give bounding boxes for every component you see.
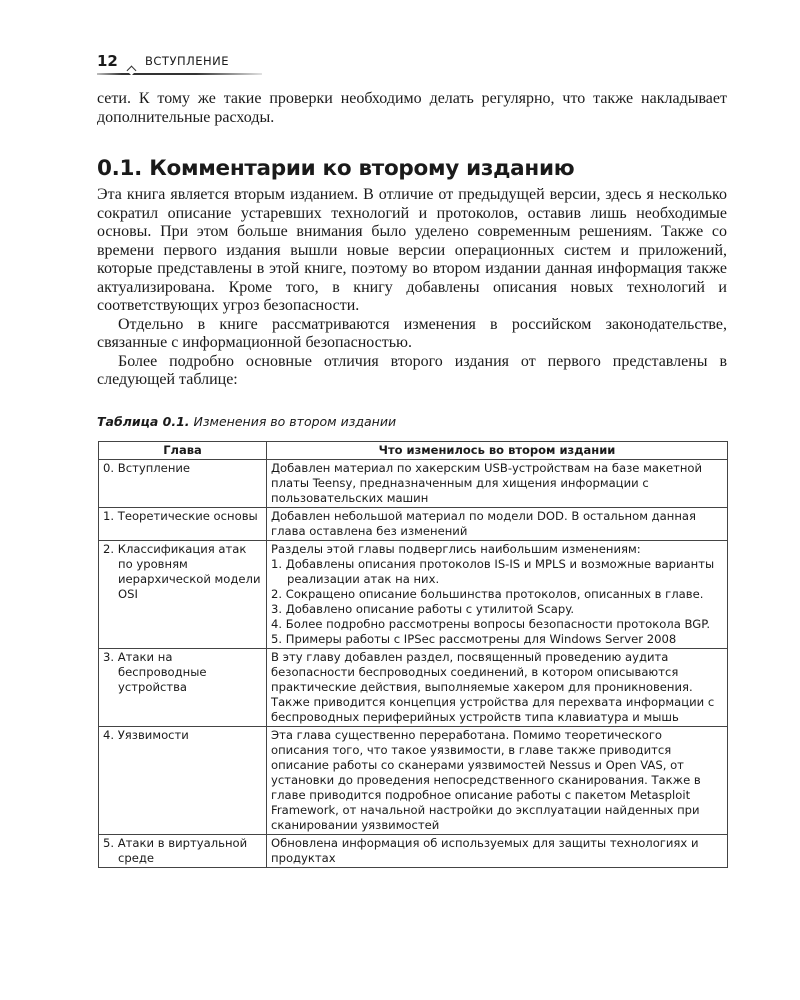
- paragraph: Более подробно основные отличия второго издания от первого представлены в следующей таблице:: [97, 352, 727, 388]
- change-list-item: 5. Примеры работы с IPSec рассмотрены для Windows Server 2008: [271, 632, 677, 646]
- column-header-changes: Что изменилось во втором издании: [267, 442, 728, 460]
- page-number: 12: [97, 52, 118, 70]
- running-head: [97, 52, 267, 78]
- table-row: [99, 835, 728, 868]
- change-cell: Обновлена информация об используемых для защиты технологиях и продуктах: [267, 835, 728, 868]
- table-caption-text: Изменения во втором издании: [189, 414, 397, 429]
- chapter-cell: 4. Уязвимости: [103, 728, 189, 742]
- change-list-item: 3. Добавлено описание работы с утилитой Scapy.: [271, 602, 575, 616]
- change-list-item: 4. Более подробно рассмотрены вопросы безопасности протокола BGP.: [271, 617, 711, 631]
- change-list-item: 1. Добавлены описания протоколов IS-IS и MPLS и возможные варианты реализации атак на них.: [271, 557, 715, 586]
- change-cell: [267, 541, 728, 649]
- table-row: [99, 727, 728, 835]
- change-intro: Разделы этой главы подверглись наибольшим изменениям:: [271, 542, 641, 556]
- chapter-cell: 1. Теоретические основы: [103, 509, 258, 523]
- change-cell: Добавлен материал по хакерским USB-устройствам на базе макетной платы Teensy, предназначенным для хищения информации с пользовательских машин: [267, 460, 728, 508]
- chapter-cell: 3. Атаки на беспроводные устройства: [103, 650, 207, 694]
- header-rule: [97, 73, 262, 75]
- change-cell: Эта глава существенно переработана. Помимо теоретического описания того, что такое уязвимости, в главе также приводится описание работы со сканерами уязвимостей Nessus и Open VAS, от установки до проведения непосредственного сканирования. Также в главе приводится подробное описание работы с пакетом Metasploit Framework, от начальной настройки до эксплуатации найденных при сканировании уязвимостей: [267, 727, 728, 835]
- table-row: [99, 649, 728, 727]
- section-body: [97, 186, 727, 390]
- paragraph: Отдельно в книге рассматриваются изменения в российском законодательстве, связанные с информационной безопасностью.: [97, 315, 727, 351]
- change-list: [271, 557, 723, 647]
- intro-paragraph-block: [97, 90, 727, 127]
- section-heading: 0.1. Комментарии ко второму изданию: [97, 156, 575, 181]
- chapter-cell: 0. Вступление: [103, 461, 191, 475]
- intro-paragraph: сети. К тому же такие проверки необходимо делать регулярно, что также накладывает дополнительные расходы.: [97, 90, 727, 126]
- change-cell: Добавлен небольшой материал по модели DOD. В остальном данная глава оставлена без изменений: [267, 508, 728, 541]
- changes-table: [98, 441, 728, 868]
- chapter-cell: 2. Классификация атак по уровням иерархической модели OSI: [103, 542, 261, 601]
- column-header-chapter: Глава: [99, 442, 267, 460]
- running-section-title: ВСТУПЛЕНИЕ: [145, 54, 230, 68]
- table-caption-label: Таблица 0.1.: [97, 414, 190, 429]
- table-row: [99, 541, 728, 649]
- table-header-row: [99, 442, 728, 460]
- table-row: [99, 460, 728, 508]
- change-cell: В эту главу добавлен раздел, посвященный проведению аудита безопасности беспроводных соединений, в котором описываются практические действия, выполняемые хакером для проникновения. Также приводится концепция устройства для перехвата информации с беспроводных периферийных устройств типа клавиатура и мышь: [267, 649, 728, 727]
- chapter-cell: 5. Атаки в виртуальной среде: [103, 836, 248, 865]
- paragraph: Эта книга является вторым изданием. В отличие от предыдущей версии, здесь я несколько сократил описание устаревших технологий и протоколов, оставив лишь необходимые основы. При этом больше внимания было уделено современным решениям. Также со времени первого издания вышли новые версии операционных систем и приложений, которые представлены в этой книге, поэтому во втором издании данная информация также актуализирована. Кроме того, в книгу добавлены описания новых технологий и соответствующих угроз безопасности.: [97, 186, 727, 314]
- table-row: [99, 508, 728, 541]
- table-caption: [97, 414, 396, 429]
- change-list-item: 2. Сокращено описание большинства протоколов, описанных в главе.: [271, 587, 704, 601]
